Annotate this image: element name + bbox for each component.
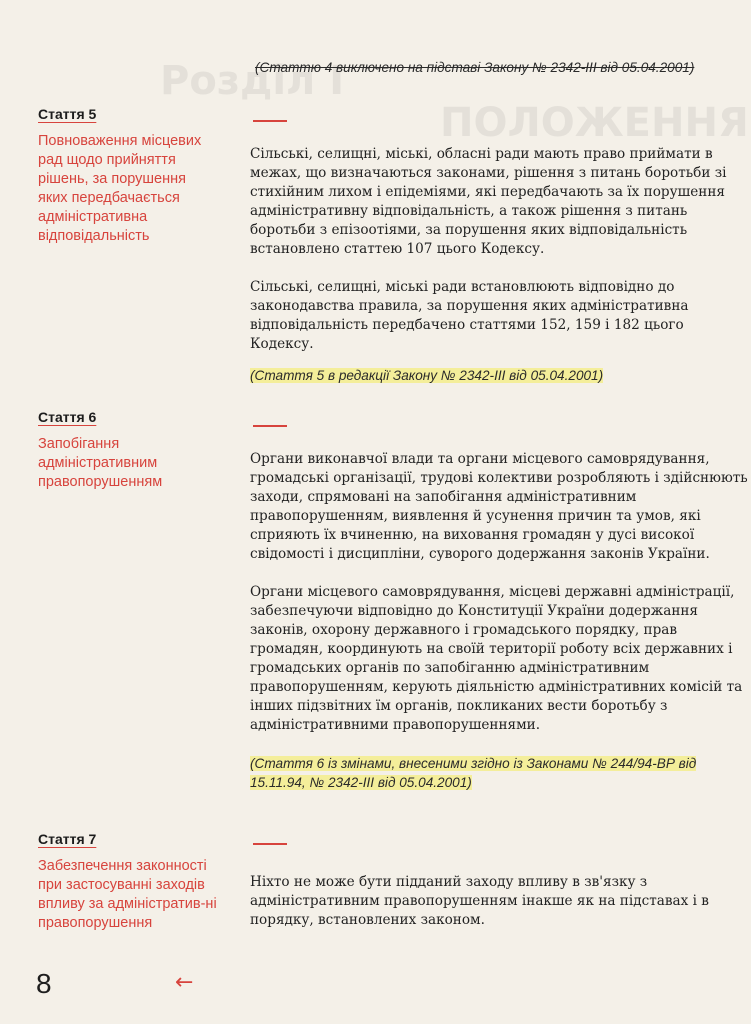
bleed-through-heading-1: Розділ І bbox=[160, 58, 345, 104]
page-number: 8 bbox=[36, 968, 52, 999]
bleed-through-heading-2: ПОЛОЖЕННЯ bbox=[440, 100, 749, 146]
article6-paragraph-2: Органи місцевого самоврядування, місцеві державні адміністрації, забезпечуючи відповідно до Конституції України додержання законів, охорону державного і громадського порядку, прав громадян, координують на своїй території роботу всіх державних і громадських органів по запобіганню адміністративним правопорушенням, керують діяльністю адміністративних комісій та інших підзвітних їм органів, покликаних вести боротьбу з адміністративними правопорушеннями. bbox=[250, 584, 743, 733]
article7-paragraph-1: Ніхто не може бути підданий заходу впливу в зв'язку з адміністративним правопорушенням інакше як на підставах і в порядку, встановлених законом. bbox=[250, 874, 709, 928]
article7-title: Забезпечення законності при застосуванні заходів впливу за адміністратив-ні правопорушення bbox=[38, 858, 217, 931]
article7-divider bbox=[253, 843, 287, 845]
excluded-article-note: (Статтю 4 виключено на підставі Закону № 2342-III від 05.04.2001) bbox=[255, 60, 695, 75]
article5-paragraph-2: Сільські, селищні, міські ради встановлюють відповідно до законодавства правила, за порушення яких адміністративна відповідальність передбачено статтями 152, 159 і 182 цього Кодексу. bbox=[250, 279, 689, 352]
article5-divider bbox=[253, 120, 287, 122]
article6-sidebar bbox=[38, 409, 218, 492]
article6-paragraph-1: Органи виконавчої влади та органи місцевого самоврядування, громадські організації, трудові колективи розробляють і здійснюють заходи, спрямовані на запобігання адміністративним правопорушенням, виявлення й усунення причин та умов, які сприяють їх вчиненню, на виховання громадян у дусі високої свідомості і дисципліни, суворого додержання законів України. bbox=[250, 451, 748, 562]
article5-title: Повноваження місцевих рад щодо прийняття рішень, за порушення яких передбачається адміністративна відповідальність bbox=[38, 133, 202, 244]
article7-body bbox=[250, 873, 748, 930]
article6-title: Запобігання адміністративним правопорушенням bbox=[38, 436, 163, 490]
article6-note bbox=[250, 754, 748, 792]
article5-note bbox=[250, 366, 748, 385]
article7-label: Стаття 7 bbox=[38, 831, 97, 847]
article5-label: Стаття 5 bbox=[38, 106, 97, 122]
article6-note-text: (Стаття 6 із змінами, внесеними згідно із Законами № 244/94-ВР від 15.11.94, № 2342-III від 05.04.2001) bbox=[250, 756, 697, 790]
article5-note-text: (Стаття 5 в редакції Закону № 2342-III від 05.04.2001) bbox=[250, 368, 604, 383]
article6-body bbox=[250, 450, 748, 792]
article5-paragraph-1: Сільські, селищні, міські, обласні ради мають право приймати в межах, що визначаються законами, рішення з питань боротьби зі стихійним лихом і епідеміями, які передбачають за їх порушення адміністративну відповідальність, а також рішення з питань боротьби з епізоотіями, за порушення яких відповідальність встановлено статтею 107 цього Кодексу. bbox=[250, 146, 727, 257]
article7-sidebar bbox=[38, 831, 218, 933]
article6-label: Стаття 6 bbox=[38, 409, 97, 425]
article5-sidebar bbox=[38, 106, 218, 246]
back-arrow-icon[interactable]: ← bbox=[175, 970, 194, 995]
article6-divider bbox=[253, 425, 287, 427]
article5-body bbox=[250, 145, 748, 385]
